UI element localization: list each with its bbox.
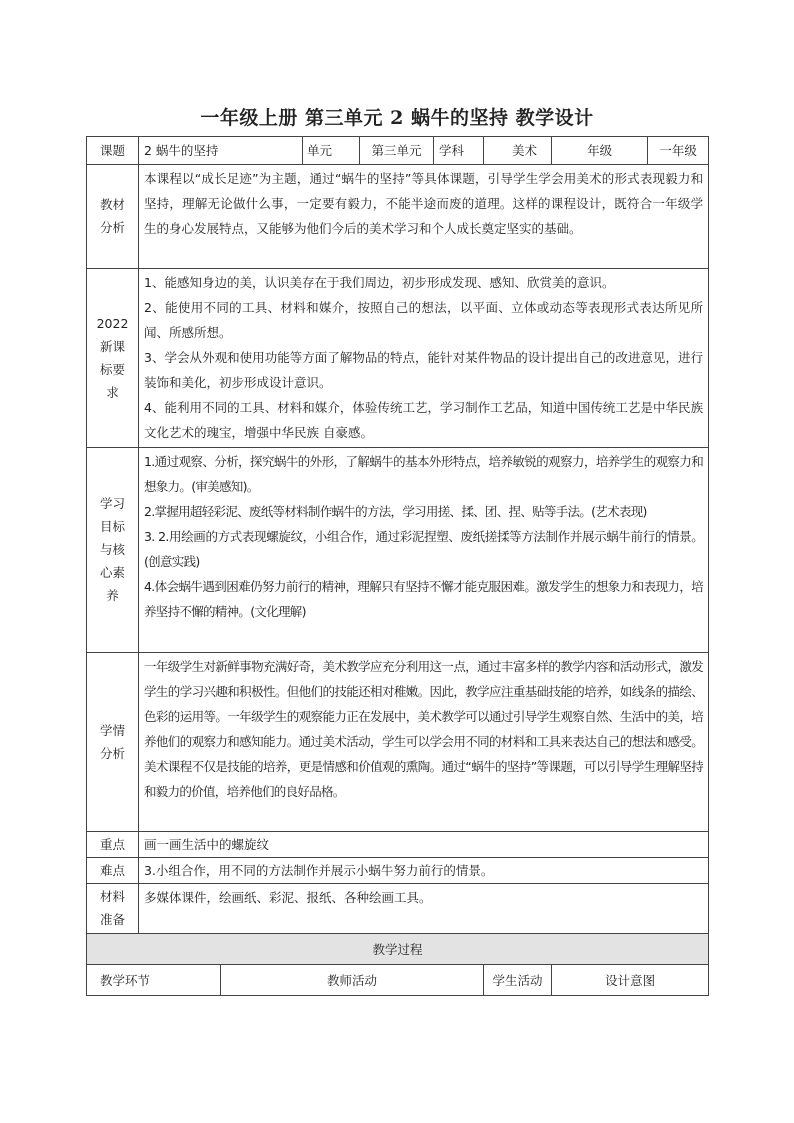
objective-item: 1.通过观察、分析，探究蜗牛的外形，了解蜗牛的基本外形特点，培养敏锐的观察力，培养学生的观察力和想象力。(审美感知)。 bbox=[144, 454, 704, 494]
standard-item: 3、学会从外观和使用功能等方面了解物品的特点，能针对某件物品的设计提出自己的改进意见，进行装饰和美化，初步形成设计意识。 bbox=[144, 350, 704, 390]
lesson-plan-table bbox=[86, 136, 709, 996]
learning-objectives-row bbox=[87, 448, 709, 653]
materials-label: 材料准备 bbox=[87, 884, 139, 934]
student-analysis-text: 一年级学生对新鲜事物充满好奇，美术教学应充分利用这一点，通过丰富多样的教学内容和活动形式，激发学生的学习兴趣和积极性。但他们的技能还相对稚嫩。因此，教学应注重基础技能的培养，如线条的描绘、色彩的运用等。一年级学生的观察能力正在发展中，美术教学可以通过引导学生观察自然、生活中的美，培养他们的观察力和感知能力。通过美术活动，学生可以学会用不同的材料和工具来表达自己的想法和感受。美术课程不仅是技能的培养，更是情感和价值观的熏陶。通过“蜗牛的坚持”等课题，可以引导学生理解坚持和毅力的价值，培养他们的良好品格。 bbox=[139, 653, 709, 832]
process-column-teacher: 教师活动 bbox=[221, 965, 484, 996]
materials-text: 多媒体课件，绘画纸、彩泥、报纸、各种绘画工具。 bbox=[139, 884, 709, 934]
material-analysis-text: 本课程以“成长足迹”为主题，通过“蜗牛的坚持”等具体课题，引导学生学会用美术的形式表现毅力和坚持，理解无论做什么事，一定要有毅力，不能半途而废的道理。这样的课程设计，既符合一年级学生的身心发展特点，又能够为他们今后的美术学习和个人成长奠定坚实的基础。 bbox=[139, 165, 709, 269]
unit-value: 第三单元 bbox=[360, 137, 434, 165]
standard-item: 2、能使用不同的工具、材料和媒介，按照自己的想法，以平面、立体或动态等表现形式表达所见所闻、所感所想。 bbox=[144, 300, 704, 340]
topic-value: 2 蜗牛的坚持 bbox=[139, 137, 303, 165]
process-header: 教学过程 bbox=[87, 934, 709, 965]
key-point-row bbox=[87, 832, 709, 858]
curriculum-standard-row bbox=[87, 269, 709, 448]
info-row bbox=[87, 137, 709, 165]
document-title: 一年级上册 第三单元 2 蜗牛的坚持 教学设计 bbox=[200, 107, 594, 129]
difficulty-row bbox=[87, 858, 709, 884]
curriculum-standard-items bbox=[139, 269, 709, 448]
process-header-row bbox=[87, 934, 709, 965]
process-columns-row bbox=[87, 965, 709, 996]
process-column-student: 学生活动 bbox=[484, 965, 552, 996]
material-analysis-row bbox=[87, 165, 709, 269]
student-analysis-row bbox=[87, 653, 709, 832]
materials-row bbox=[87, 884, 709, 934]
grade-value: 一年级 bbox=[648, 137, 709, 165]
process-column-intent: 设计意图 bbox=[552, 965, 709, 996]
student-analysis-label: 学情分析 bbox=[87, 653, 139, 832]
difficulty-label: 难点 bbox=[87, 858, 139, 884]
key-point-label: 重点 bbox=[87, 832, 139, 858]
unit-label: 单元 bbox=[303, 137, 360, 165]
standard-item: 4、能利用不同的工具、材料和媒介，体验传统工艺，学习制作工艺品，知道中国传统工艺是中华民族文化艺术的瑰宝，增强中华民族 自豪感。 bbox=[144, 400, 704, 440]
grade-label: 年级 bbox=[552, 137, 648, 165]
subject-label: 学科 bbox=[434, 137, 484, 165]
learning-objectives-label: 学习目标与核心素养 bbox=[87, 448, 139, 653]
objective-item: 4.体会蜗牛遇到困难仍努力前行的精神，理解只有坚持不懈才能克服困难。激发学生的想象力和表现力，培养坚持不懈的精神。(文化理解) bbox=[144, 579, 704, 619]
learning-objectives-items bbox=[139, 448, 709, 653]
objective-item: 3. 2.用绘画的方式表现螺旋纹，小组合作，通过彩泥捏塑、废纸搓揉等方法制作并展示蜗牛前行的情景。(创意实践) bbox=[144, 529, 704, 569]
topic-label: 课题 bbox=[87, 137, 139, 165]
curriculum-standard-label: 2022新课标要求 bbox=[87, 269, 139, 448]
subject-value: 美术 bbox=[484, 137, 552, 165]
key-point-text: 画一画生活中的螺旋纹 bbox=[139, 832, 709, 858]
standard-item: 1、能感知身边的美，认识美存在于我们周边，初步形成发现、感知、欣赏美的意识。 bbox=[144, 275, 615, 290]
difficulty-text: 3.小组合作，用不同的方法制作并展示小蜗牛努力前行的情景。 bbox=[139, 858, 709, 884]
process-column-stage: 教学环节 bbox=[87, 965, 221, 996]
material-analysis-label: 教材分析 bbox=[87, 165, 139, 269]
objective-item: 2.掌握用超轻彩泥、废纸等材料制作蜗牛的方法，学习用搓、揉、团、捏、贴等手法。(艺术表现) bbox=[144, 504, 647, 519]
